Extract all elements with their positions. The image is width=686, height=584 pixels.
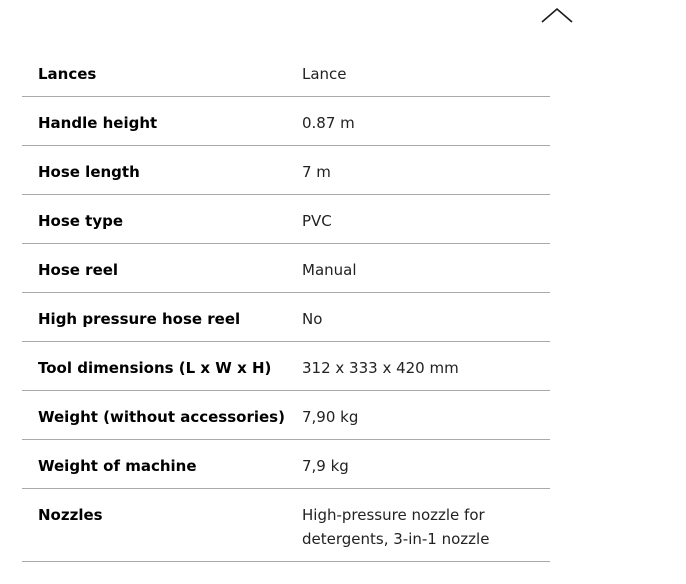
specifications-table [22, 48, 550, 562]
spec-row [22, 440, 550, 489]
spec-row [22, 489, 550, 562]
spec-row [22, 48, 550, 97]
spec-value: PVC [302, 212, 332, 230]
spec-label: Weight (without accessories) [38, 408, 285, 426]
spec-row [22, 293, 550, 342]
spec-row [22, 342, 550, 391]
spec-value: 312 x 333 x 420 mm [302, 359, 459, 377]
spec-row [22, 97, 550, 146]
spec-row [22, 391, 550, 440]
collapse-toggle-button[interactable] [540, 6, 574, 26]
spec-value: Manual [302, 261, 357, 279]
spec-label: Handle height [38, 114, 158, 132]
spec-value: 0.87 m [302, 114, 355, 132]
spec-value: High-pressure nozzle for detergents, 3-in-1 nozzle [302, 506, 490, 548]
spec-label: Hose length [38, 163, 140, 181]
spec-value: 7,9 kg [302, 457, 349, 475]
spec-row [22, 244, 550, 293]
spec-value: 7 m [302, 163, 331, 181]
spec-value: No [302, 310, 323, 328]
spec-label: Lances [38, 65, 97, 83]
spec-value: 7,90 kg [302, 408, 359, 426]
spec-label: Hose reel [38, 261, 119, 279]
spec-label: Tool dimensions (L x W x H) [38, 359, 272, 377]
spec-row [22, 195, 550, 244]
spec-label: Nozzles [38, 506, 103, 524]
spec-value: Lance [302, 65, 347, 83]
spec-label: High pressure hose reel [38, 310, 241, 328]
chevron-up-icon [540, 6, 574, 26]
spec-label: Weight of machine [38, 457, 197, 475]
spec-row [22, 146, 550, 195]
spec-label: Hose type [38, 212, 124, 230]
